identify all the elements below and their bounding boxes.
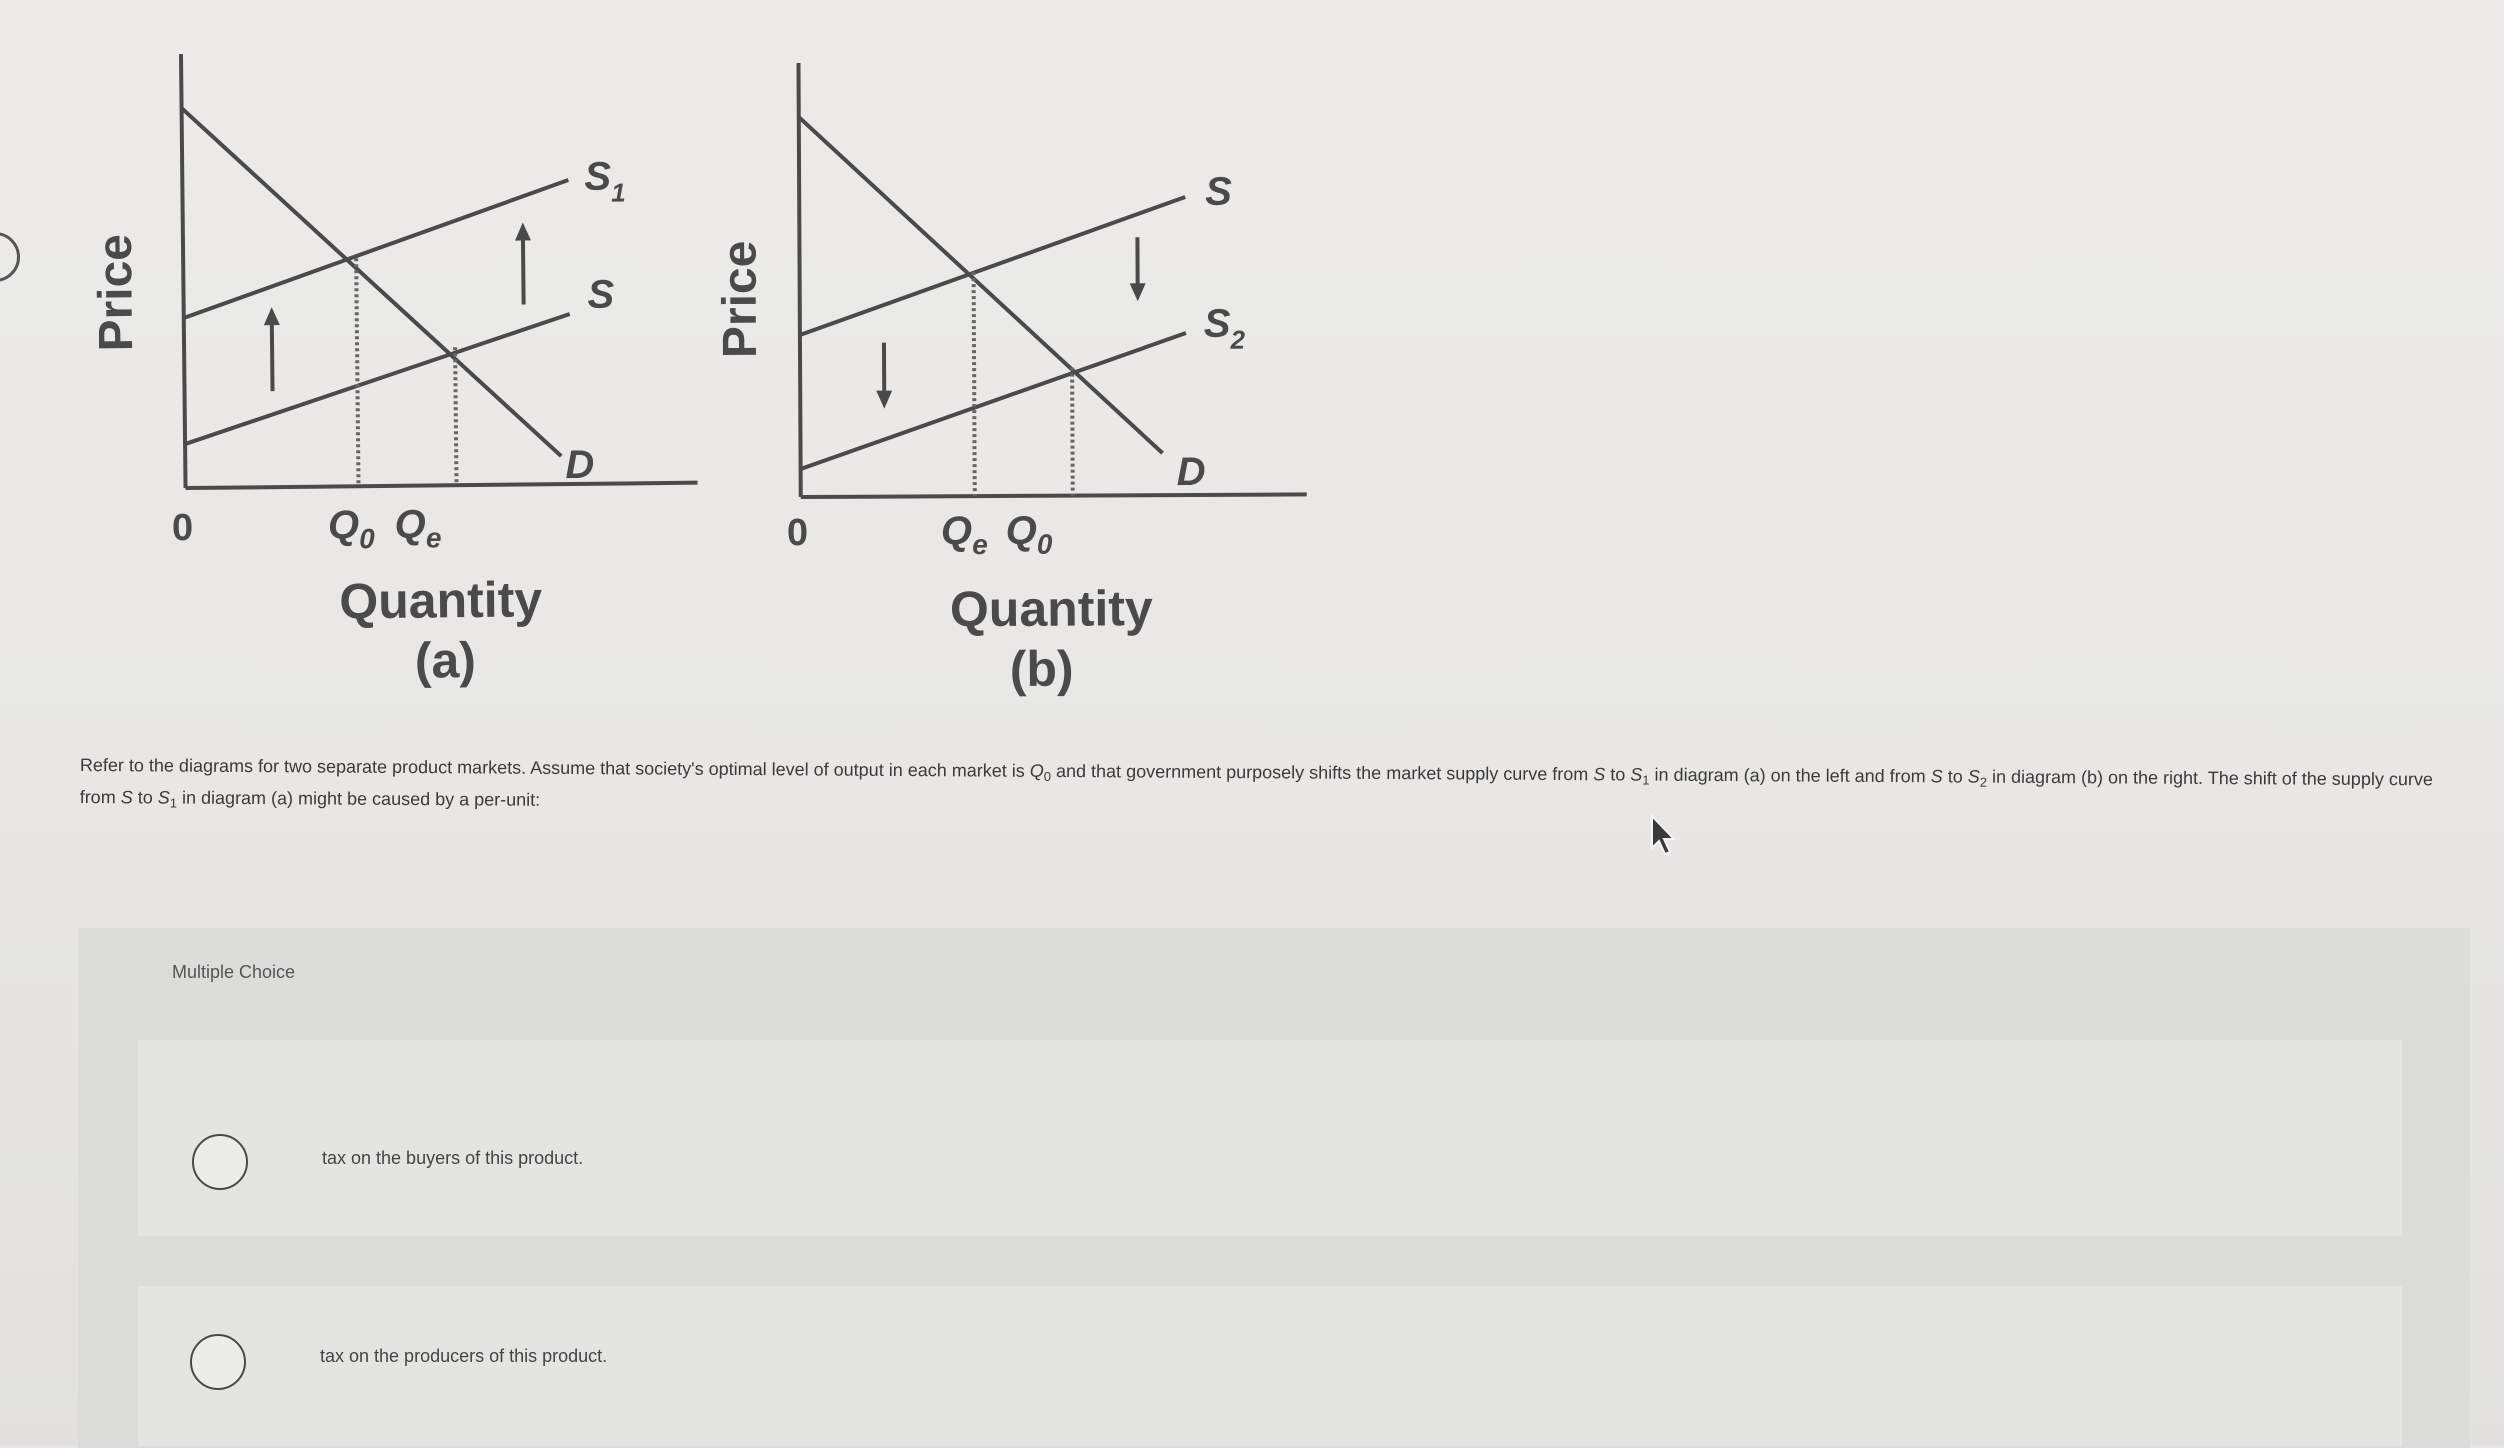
origin-label: 0 <box>787 512 808 554</box>
up-arrow-icon <box>264 307 281 391</box>
s-label: S <box>587 273 614 317</box>
s-label: S <box>1205 170 1232 214</box>
option-2-radio[interactable] <box>190 1334 246 1390</box>
qe-dotted-line <box>455 347 456 485</box>
origin-label: 0 <box>172 507 194 549</box>
option-2-text[interactable]: tax on the producers of this product. <box>320 1346 607 1367</box>
q-labels: $Q_0$ $Q_e$ <box>328 502 442 554</box>
demand-curve <box>182 104 562 460</box>
s2-label: $S_2$ <box>1204 302 1246 355</box>
diagram-b <box>700 50 1340 730</box>
supply-curve-s1 <box>182 180 569 318</box>
diagram-caption: (b) <box>1010 641 1074 697</box>
supply-curve-s <box>184 314 571 444</box>
qe-dotted-line <box>974 272 975 496</box>
x-axis-label: Quantity <box>339 571 543 629</box>
up-arrow-icon <box>515 222 532 304</box>
circle-outline-icon[interactable] <box>0 232 20 282</box>
y-axis <box>798 63 800 497</box>
q0-dotted-line <box>1072 368 1073 496</box>
supply-curve-s <box>799 197 1186 335</box>
y-axis-label: Price <box>713 241 767 359</box>
d-label: D <box>1177 450 1206 494</box>
supply-curve-s2 <box>800 333 1187 469</box>
option-card-2[interactable] <box>138 1286 2402 1446</box>
option-card-1[interactable] <box>138 1040 2402 1236</box>
d-label: D <box>565 443 594 487</box>
option-1-text[interactable]: tax on the buyers of this product. <box>322 1148 583 1169</box>
q0-dotted-line <box>356 258 358 486</box>
s1-label: $S_1$ <box>584 154 626 207</box>
down-arrow-icon <box>876 343 892 409</box>
x-axis <box>186 483 698 488</box>
option-1-radio[interactable] <box>192 1134 248 1190</box>
y-axis-label: Price <box>89 234 143 352</box>
q-labels: $Q_e$ $Q_0$ <box>941 509 1053 561</box>
question-text: Refer to the diagrams for two separate product markets. Assume that society's optimal level of output in each market is $Q_0$ and that government purposely shifts the market supply curve from S to $S_1$ in diagram (a) on the left and from S to $S_2$ in diagram (b) on the right. The shift of the supply curve from S to $S_1$ in diagram (a) might be caused by a per-unit: <box>80 752 2470 831</box>
multiple-choice-label: Multiple Choice <box>172 962 295 983</box>
x-axis <box>801 494 1307 497</box>
y-axis <box>181 54 186 488</box>
x-axis-label: Quantity <box>950 580 1153 637</box>
mouse-pointer-icon <box>1648 814 1678 858</box>
diagram-caption: (a) <box>415 632 477 689</box>
down-arrow-icon <box>1129 237 1145 301</box>
diagram-a <box>80 40 720 720</box>
